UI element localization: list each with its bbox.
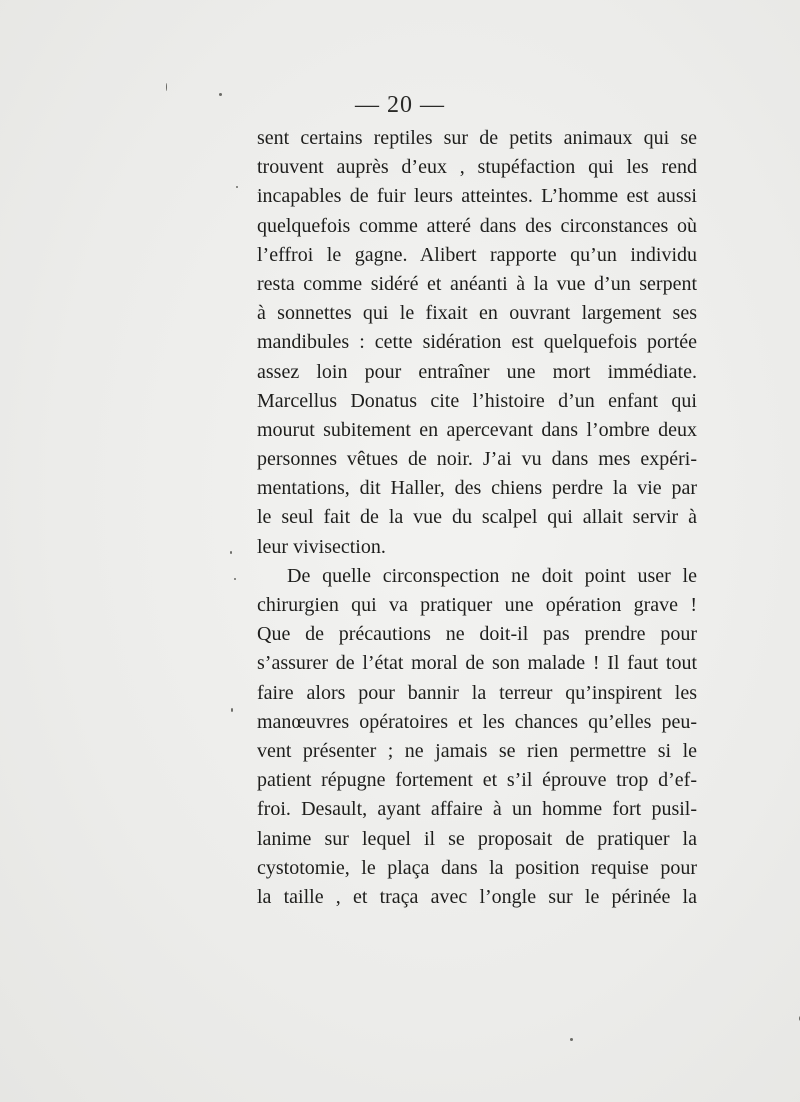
page-number: — 20 — [355, 92, 445, 118]
text-line: personnes vêtues de noir. J’ai vu dans mes expéri- [257, 448, 697, 471]
text-line: lanime sur lequel il se proposait de pratiquer la [257, 827, 697, 850]
text-line: manœuvres opératoires et les chances qu’elles peu- [257, 710, 697, 733]
text-line: faire alors pour bannir la terreur qu’inspirent les [257, 681, 697, 704]
paper-speck [219, 93, 222, 96]
paper-speck [234, 578, 236, 580]
text-line: incapables de fuir leurs atteintes. L’homme est aussi [257, 185, 697, 208]
text-line: mourut subitement en apercevant dans l’ombre deux [257, 418, 697, 441]
text-line: mentations, dit Haller, des chiens perdre la vie par [257, 477, 697, 500]
text-line: l’effroi le gagne. Alibert rapporte qu’un individu [257, 243, 697, 266]
paragraph-end-line: leur vivisection. [257, 535, 386, 558]
text-line: Marcellus Donatus cite l’histoire d’un enfant qui [257, 389, 697, 412]
text-line: vent présenter ; ne jamais se rien permettre si le [257, 739, 697, 762]
text-line: resta comme sidéré et anéanti à la vue d’un serpent [257, 272, 697, 295]
paragraph-start-line: De quelle circonspection ne doit point user le [287, 564, 697, 587]
paper-speck [230, 551, 232, 554]
paper-speck [231, 708, 233, 712]
text-line: s’assurer de l’état moral de son malade ! Il faut tout [257, 652, 697, 675]
body-text [257, 124, 697, 912]
text-line: cystotomie, le plaça dans la position requise pour [257, 856, 697, 879]
paper-speck [570, 1038, 573, 1041]
text-line: sent certains reptiles sur de petits animaux qui se [257, 127, 697, 149]
text-line: Que de précautions ne doit-il pas prendre pour [257, 623, 697, 646]
text-line: quelquefois comme atteré dans des circonstances où [257, 214, 697, 237]
text-line: chirurgien qui va pratiquer une opération grave ! [257, 594, 697, 616]
text-line: le seul fait de la vue du scalpel qui allait servir à [257, 506, 697, 529]
text-line: froi. Desault, ayant affaire à un homme fort pusil- [257, 798, 697, 821]
paper-speck [236, 186, 238, 188]
text-line: trouvent auprès d’eux , stupéfaction qui les rend [257, 156, 697, 179]
text-line: assez loin pour entraîner une mort immédiate. [257, 360, 697, 383]
paper-speck [166, 83, 167, 91]
text-line: patient répugne fortement et s’il éprouve trop d’ef- [257, 769, 697, 792]
text-line: à sonnettes qui le fixait en ouvrant largement ses [257, 302, 697, 325]
text-line: la taille , et traça avec l’ongle sur le périnée la [257, 885, 697, 908]
text-line: mandibules : cette sidération est quelquefois portée [257, 331, 697, 354]
